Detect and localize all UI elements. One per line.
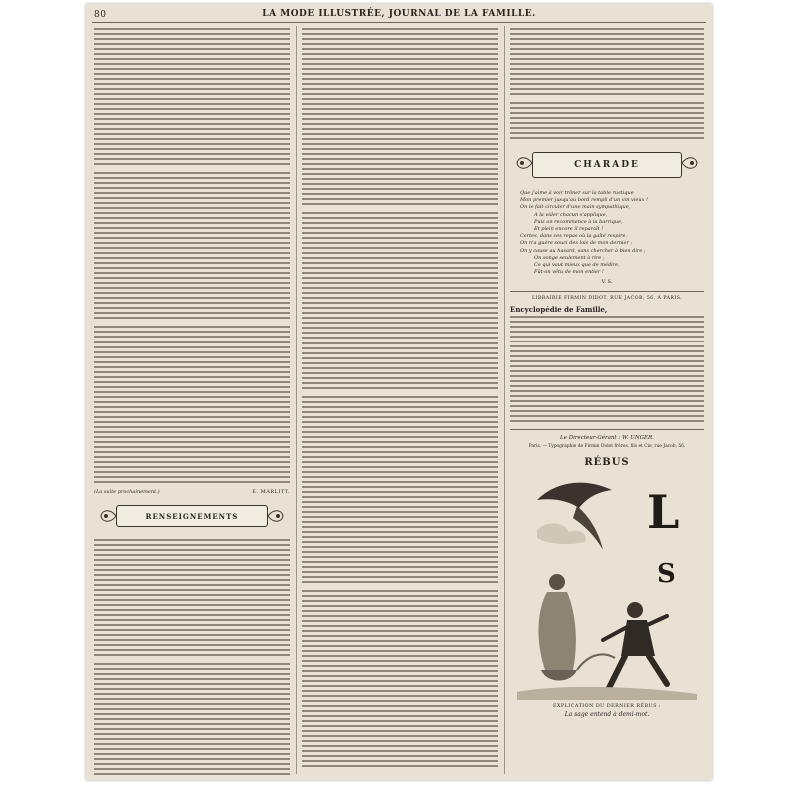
- poem-line: On n'a guère souci des lois de mon dernier ;: [520, 240, 633, 247]
- column-divider: [296, 26, 297, 774]
- text-block: [510, 102, 704, 142]
- text-block: [510, 28, 704, 98]
- text-block: [510, 345, 704, 425]
- poem-line: Puis on recommence à la barrique,: [534, 218, 623, 225]
- section-title: RENSEIGNEMENTS: [145, 511, 239, 521]
- divider: [510, 429, 704, 430]
- rebus-title: RÉBUS: [584, 457, 630, 469]
- charade-title: CHARADE: [574, 160, 640, 170]
- rebus-answer: La sage entend à demi-mot.: [564, 711, 650, 719]
- text-block: [94, 539, 290, 659]
- text-block: [302, 590, 498, 770]
- rebus-letter-s: S: [657, 559, 676, 590]
- signature-row: [94, 489, 290, 495]
- column-left: [94, 28, 290, 776]
- charade-signature: V. S.: [601, 279, 613, 286]
- text-block: [94, 172, 290, 322]
- rebus-engraving: [517, 470, 697, 700]
- text-block: [302, 28, 498, 208]
- ornament-icon: [98, 507, 118, 525]
- page-number: 80: [94, 10, 107, 20]
- poem-line: Fût-on vêtu de mon entier !: [534, 269, 604, 276]
- poem-line: A la vider chacun s'applique,: [534, 211, 608, 218]
- poem-line: Mon premier jusqu'au bord rempli d'un vin vieux !: [520, 197, 649, 204]
- page-header: [86, 8, 712, 22]
- ornament-icon: [514, 154, 534, 172]
- ornament-icon: [266, 507, 286, 525]
- text-block: [302, 396, 498, 586]
- header-rule: [92, 22, 706, 23]
- poem-line: Certes, dans ces repas où la gaîté respire,: [520, 233, 628, 240]
- poem-line: Et plein encore il reparaît !: [534, 226, 604, 233]
- rebus-caption: EXPLICATION DU DERNIER RÉBUS :: [552, 704, 662, 710]
- poem-line: Que j'aime à voir trôner sur la table rustique: [520, 190, 634, 196]
- encyclopedie-title: Encyclopédie de Famille,: [510, 305, 608, 315]
- text-block: [94, 326, 290, 486]
- text-block: [94, 28, 290, 168]
- divider: [510, 291, 704, 292]
- ornament-icon: [680, 154, 700, 172]
- author-signature: E. MARLITT.: [252, 489, 290, 495]
- poem-line: Ce qui vaut mieux que de médire,: [534, 262, 620, 269]
- library-line: LIBRAIRIE FIRMIN DIDOT, RUE JACOB, 56, A PARIS.: [531, 296, 683, 302]
- column-right: [510, 28, 704, 776]
- rebus-letter-l: L: [647, 485, 680, 540]
- imprint-line: Paris. — Typographie de Firmin Didot frères, fils et Cie, rue Jacob, 56.: [528, 444, 686, 450]
- column-middle: [302, 28, 498, 776]
- text-block: [302, 212, 498, 392]
- director-line: Le Directeur-Gérant : W. UNGER.: [560, 435, 654, 442]
- column-divider: [504, 26, 505, 774]
- text-block: [510, 316, 704, 342]
- poem-line: On songe seulement à rire ;: [534, 254, 605, 261]
- renseignements-banner: [94, 501, 290, 531]
- continuation-note: (La suite prochainement.): [94, 489, 160, 495]
- charade-poem: [520, 190, 704, 276]
- text-block: [94, 663, 290, 776]
- poem-line: On le fait circuler d'une main sympathique,: [520, 204, 631, 211]
- charade-banner: [510, 148, 704, 182]
- journal-title: LA MODE ILLUSTRÉE, JOURNAL DE LA FAMILLE.: [262, 9, 536, 19]
- poem-line: On y cause au hasard, sans chercher à bien dire ;: [520, 247, 646, 254]
- newspaper-page: [86, 4, 712, 780]
- rebus-illustration: [517, 470, 697, 700]
